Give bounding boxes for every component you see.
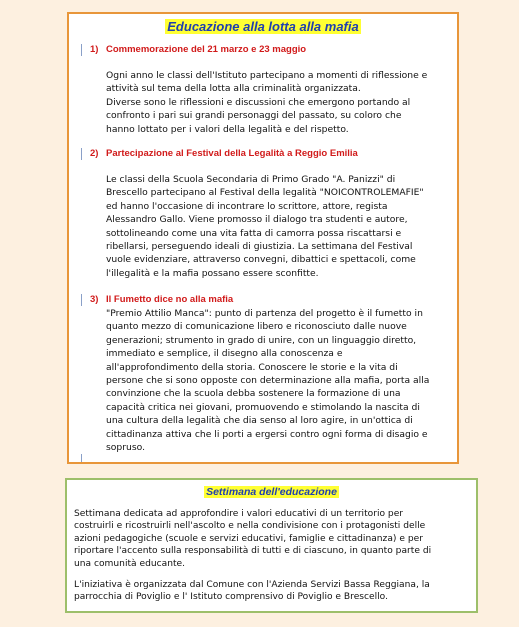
item-heading: 1) Commemorazione del 21 marzo e 23 maggio — [90, 44, 307, 55]
list-item — [90, 44, 451, 136]
list-item — [90, 148, 451, 280]
item-body: Le classi della Scuola Secondaria di Primo Grado "A. Panizzi" di Brescello partecipano al Festival della legalità "NOICONTROLEMAFIE" ed hanno l'occasione di incontrare lo scrittore, attore, regista Alessandro Gallo. Viene promosso il dialogo tra studenti e autore, sottolineando come una vita fatta di camorra possa riscattarsi e ribellarsi, perseguendo ideali di giustizia. La settimana del Festival vuole evidenziare, attraverso convegni, dibattici e spettacoli, come l'illegalità e la mafia possano essere sconfitte. — [106, 174, 424, 279]
mafia-education-title: Educazione alla lotta alla mafia — [167, 19, 359, 34]
list-marker-line — [81, 454, 82, 462]
education-week-paragraph-2: L'iniziativa è organizzata dal Comune con l'Azienda Servizi Bassa Reggiana, la parrocchia di Poviglio e l' Istituto comprensivo di Poviglio e Brescello. — [74, 580, 430, 603]
list-marker-line — [81, 148, 82, 160]
item-body: Ogni anno le classi dell'Istituto partecipano a momenti di riflessione e attività sul tema della lotta alla criminalità organizzata. Diverse sono le riflessioni e discussioni che emergono portando al confronto i pari sui grandi personaggi del passato, su coloro che hanno lottato per i valori della legalità e del rispetto. — [106, 70, 428, 135]
list-marker-line — [81, 44, 82, 56]
education-week-paragraph-1: Settimana dedicata ad approfondire i valori educativi di un territorio per costruirli e ricostruirli nell'ascolto e nella condivisione con i protagonisti delle azioni pedagogiche (scuole e servizi educativi, famiglie e cittadinanza) e per riportare l'accento sulla responsabilità di tutti e di ciascuno, in quanto parte di una comunità educante. — [74, 509, 432, 569]
mafia-education-box — [67, 12, 459, 464]
item-heading: 3) Il Fumetto dice no alla mafia — [90, 294, 234, 305]
item-body: "Premio Attilio Manca": punto di partenza del progetto è il fumetto in quanto mezzo di comunicazione libero e riconosciuto dalle nuove generazioni; strumento in grado di unire, con un linguaggio diretto, immediato e semplice, il disegno alla conoscenza e all'approfondimento della storia. Conoscere le storie e la vita di persone che si sono opposte con determinazione alla mafia, porta alla convinzione che la scuola debba sostenere la formazione di una capacità critica nei giovani, promuovendo e stimolando la nascita di una cultura della legalità che dia senso al loro agire, in un'ottica di cittadinanza attiva che li porti a ergersi contro ogni forma di disagio e sopruso. — [106, 308, 430, 454]
list-item — [90, 294, 451, 454]
education-week-box — [65, 478, 478, 613]
education-week-title: Settimana dell'educazione — [206, 486, 337, 498]
item-heading: 2) Partecipazione al Festival della Legalità a Reggio Emilia — [90, 148, 358, 159]
list-marker-line — [81, 294, 82, 306]
